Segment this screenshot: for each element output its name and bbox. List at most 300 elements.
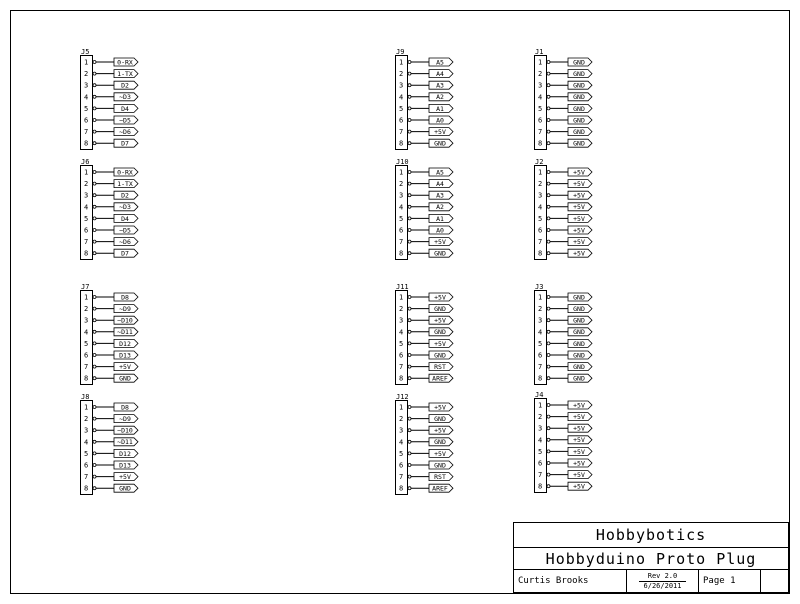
pin-contact bbox=[408, 119, 411, 122]
pin-contact bbox=[93, 342, 96, 345]
pin-contact bbox=[93, 330, 96, 333]
pin-number: 3 bbox=[84, 191, 89, 200]
net-label: A4 bbox=[436, 180, 444, 188]
drawing-title: Hobbyduino Proto Plug bbox=[514, 548, 788, 570]
pin-contact bbox=[408, 84, 411, 87]
pin-number: 4 bbox=[538, 328, 543, 337]
net-label: D12 bbox=[119, 339, 131, 348]
pin-number: 2 bbox=[538, 70, 543, 79]
net-label: GND bbox=[573, 128, 585, 136]
net-label: ~D10 bbox=[117, 426, 133, 435]
pin-contact bbox=[408, 406, 411, 409]
pin-number: 7 bbox=[538, 363, 543, 372]
net-label: GND bbox=[573, 316, 585, 325]
net-label: GND bbox=[573, 328, 585, 337]
net-label: GND bbox=[573, 58, 585, 67]
pin-contact bbox=[547, 485, 550, 488]
pin-contact bbox=[408, 417, 411, 420]
net-label: GND bbox=[573, 305, 585, 313]
net-label: +5V bbox=[573, 168, 585, 177]
pin-contact bbox=[547, 307, 550, 310]
net-label: 0-RX bbox=[117, 58, 133, 67]
pin-contact bbox=[93, 142, 96, 145]
pin-contact bbox=[93, 119, 96, 122]
pin-contact bbox=[408, 107, 411, 110]
pin-number: 1 bbox=[538, 293, 543, 302]
pin-number: 4 bbox=[538, 203, 543, 212]
pin-contact bbox=[547, 296, 550, 299]
pin-contact bbox=[93, 130, 96, 133]
pin-contact bbox=[547, 450, 550, 453]
net-label: D2 bbox=[121, 191, 129, 200]
pin-number: 2 bbox=[399, 70, 404, 79]
pin-contact bbox=[93, 194, 96, 197]
pin-contact bbox=[547, 462, 550, 465]
pin-number: 8 bbox=[399, 139, 404, 148]
pin-contact bbox=[93, 464, 96, 467]
net-label: +5V bbox=[573, 471, 585, 479]
pin-contact bbox=[93, 252, 96, 255]
net-label: ~D11 bbox=[117, 328, 133, 337]
net-label: A0 bbox=[436, 116, 444, 125]
connector-j7 bbox=[81, 283, 139, 385]
title-block bbox=[513, 522, 789, 593]
net-label: +5V bbox=[434, 449, 446, 458]
pin-contact bbox=[408, 194, 411, 197]
pin-number: 7 bbox=[399, 363, 404, 372]
pin-number: 3 bbox=[399, 81, 404, 90]
net-label: A5 bbox=[436, 58, 444, 67]
pin-number: 5 bbox=[399, 339, 404, 348]
pin-number: 2 bbox=[538, 413, 543, 422]
connector-j2 bbox=[535, 158, 593, 260]
pin-number: 1 bbox=[399, 168, 404, 177]
pin-number: 6 bbox=[538, 459, 543, 468]
net-label: GND bbox=[573, 363, 585, 371]
pin-number: 7 bbox=[84, 238, 89, 247]
pin-number: 3 bbox=[399, 426, 404, 435]
pin-contact bbox=[547, 229, 550, 232]
pin-contact bbox=[547, 84, 550, 87]
pin-number: 5 bbox=[399, 104, 404, 113]
net-label: +5V bbox=[573, 249, 585, 258]
pin-number: 3 bbox=[538, 81, 543, 90]
pin-contact bbox=[547, 330, 550, 333]
pin-number: 1 bbox=[538, 168, 543, 177]
pin-number: 4 bbox=[399, 93, 404, 102]
net-label: GND bbox=[573, 104, 585, 113]
pin-number: 1 bbox=[84, 168, 89, 177]
pin-contact bbox=[408, 72, 411, 75]
pin-contact bbox=[408, 330, 411, 333]
pin-number: 1 bbox=[538, 58, 543, 67]
connector-designator: J8 bbox=[81, 393, 90, 401]
pin-number: 3 bbox=[84, 81, 89, 90]
net-label: GND bbox=[434, 461, 446, 470]
net-label: A4 bbox=[436, 70, 444, 78]
pin-number: 2 bbox=[84, 305, 89, 314]
pin-number: 6 bbox=[399, 116, 404, 125]
net-label: D13 bbox=[119, 351, 131, 360]
net-label: +5V bbox=[434, 238, 446, 246]
pin-contact bbox=[93, 440, 96, 443]
net-label: D8 bbox=[121, 403, 129, 412]
connector-j3 bbox=[535, 283, 593, 385]
pin-contact bbox=[408, 130, 411, 133]
net-label: GND bbox=[119, 484, 131, 493]
page-number: Page 1 bbox=[699, 570, 761, 593]
pin-number: 5 bbox=[399, 449, 404, 458]
net-label: GND bbox=[573, 81, 585, 90]
pin-contact bbox=[408, 319, 411, 322]
net-label: D7 bbox=[121, 139, 129, 148]
pin-contact bbox=[408, 377, 411, 380]
pin-number: 1 bbox=[399, 58, 404, 67]
pin-contact bbox=[93, 354, 96, 357]
pin-contact bbox=[408, 487, 411, 490]
pin-number: 8 bbox=[538, 139, 543, 148]
pin-number: 4 bbox=[84, 93, 89, 102]
pin-number: 3 bbox=[538, 424, 543, 433]
net-label: D7 bbox=[121, 249, 129, 258]
revision-date: 6/26/2011 bbox=[643, 582, 682, 590]
pin-number: 8 bbox=[399, 374, 404, 383]
net-label: +5V bbox=[434, 316, 446, 325]
pin-contact bbox=[547, 427, 550, 430]
connector-designator: J5 bbox=[81, 48, 90, 56]
pin-contact bbox=[93, 61, 96, 64]
pin-contact bbox=[93, 487, 96, 490]
pin-number: 5 bbox=[84, 214, 89, 223]
company-name: Hobbybotics bbox=[514, 523, 788, 548]
net-label: ~D10 bbox=[117, 316, 133, 325]
pin-number: 6 bbox=[84, 461, 89, 470]
pin-number: 5 bbox=[84, 449, 89, 458]
net-label: D4 bbox=[121, 104, 129, 113]
pin-number: 8 bbox=[399, 484, 404, 493]
pin-contact bbox=[93, 417, 96, 420]
net-label: D13 bbox=[119, 461, 131, 470]
pin-contact bbox=[547, 171, 550, 174]
pin-contact bbox=[408, 429, 411, 432]
revision-cell bbox=[627, 570, 699, 593]
pin-contact bbox=[408, 354, 411, 357]
pin-contact bbox=[93, 319, 96, 322]
pin-contact bbox=[547, 377, 550, 380]
pin-number: 3 bbox=[399, 191, 404, 200]
pin-contact bbox=[408, 475, 411, 478]
connector-designator: J9 bbox=[396, 48, 405, 56]
net-label: ~D6 bbox=[119, 128, 131, 136]
pin-number: 6 bbox=[399, 351, 404, 360]
pin-number: 1 bbox=[84, 403, 89, 412]
pin-contact bbox=[93, 171, 96, 174]
net-label: GND bbox=[434, 139, 446, 148]
pin-contact bbox=[547, 130, 550, 133]
net-label: GND bbox=[573, 293, 585, 302]
net-label: 1-TX bbox=[117, 70, 133, 78]
net-label: GND bbox=[573, 70, 585, 78]
net-label: A5 bbox=[436, 168, 444, 177]
pin-contact bbox=[547, 95, 550, 98]
pin-contact bbox=[93, 377, 96, 380]
net-label: D4 bbox=[121, 214, 129, 223]
pin-number: 2 bbox=[84, 415, 89, 424]
pin-contact bbox=[93, 84, 96, 87]
pin-number: 2 bbox=[538, 305, 543, 314]
pin-number: 2 bbox=[84, 70, 89, 79]
pin-contact bbox=[408, 95, 411, 98]
net-label: +5V bbox=[573, 238, 585, 246]
pin-contact bbox=[408, 182, 411, 185]
pin-contact bbox=[547, 354, 550, 357]
connector-j12 bbox=[396, 393, 454, 495]
pin-contact bbox=[408, 452, 411, 455]
pin-number: 7 bbox=[399, 128, 404, 137]
pin-contact bbox=[547, 182, 550, 185]
net-label: GND bbox=[434, 438, 446, 447]
net-label: A1 bbox=[436, 214, 444, 223]
pin-number: 5 bbox=[84, 104, 89, 113]
pin-contact bbox=[93, 452, 96, 455]
net-label: AREF bbox=[432, 484, 448, 493]
connector-group bbox=[81, 48, 593, 495]
pin-contact bbox=[93, 205, 96, 208]
pin-contact bbox=[547, 342, 550, 345]
pin-number: 2 bbox=[399, 180, 404, 189]
pin-contact bbox=[547, 473, 550, 476]
pin-number: 2 bbox=[399, 415, 404, 424]
net-label: GND bbox=[573, 339, 585, 348]
connector-designator: J6 bbox=[81, 158, 90, 166]
net-label: +5V bbox=[434, 293, 446, 302]
net-label: +5V bbox=[434, 128, 446, 136]
pin-contact bbox=[408, 142, 411, 145]
pin-number: 3 bbox=[399, 316, 404, 325]
pin-contact bbox=[547, 365, 550, 368]
net-label: ~D3 bbox=[119, 93, 131, 102]
pin-contact bbox=[93, 107, 96, 110]
pin-number: 3 bbox=[84, 426, 89, 435]
pin-number: 7 bbox=[538, 238, 543, 247]
pin-number: 1 bbox=[84, 293, 89, 302]
pin-number: 2 bbox=[84, 180, 89, 189]
net-label: +5V bbox=[573, 214, 585, 223]
pin-contact bbox=[547, 240, 550, 243]
pin-number: 5 bbox=[538, 447, 543, 456]
pin-contact bbox=[93, 217, 96, 220]
net-label: +5V bbox=[119, 473, 131, 481]
net-label: +5V bbox=[573, 191, 585, 200]
pin-number: 7 bbox=[399, 473, 404, 482]
net-label: +5V bbox=[119, 363, 131, 371]
pin-number: 8 bbox=[84, 139, 89, 148]
pin-number: 4 bbox=[399, 203, 404, 212]
pin-contact bbox=[93, 182, 96, 185]
connector-designator: J1 bbox=[535, 48, 544, 56]
pin-contact bbox=[547, 252, 550, 255]
net-label: A0 bbox=[436, 226, 444, 235]
connector-designator: J11 bbox=[396, 283, 409, 291]
pin-contact bbox=[93, 95, 96, 98]
pin-number: 5 bbox=[538, 214, 543, 223]
connector-j4 bbox=[535, 391, 593, 493]
net-label: GND bbox=[573, 374, 585, 383]
pin-number: 2 bbox=[399, 305, 404, 314]
pin-number: 4 bbox=[538, 436, 543, 445]
pin-contact bbox=[547, 205, 550, 208]
pin-number: 7 bbox=[84, 128, 89, 137]
pin-number: 1 bbox=[84, 58, 89, 67]
pin-number: 1 bbox=[399, 403, 404, 412]
pin-number: 8 bbox=[538, 374, 543, 383]
pin-number: 7 bbox=[84, 473, 89, 482]
pin-contact bbox=[547, 107, 550, 110]
pin-contact bbox=[93, 365, 96, 368]
net-label: +5V bbox=[573, 180, 585, 188]
pin-contact bbox=[547, 61, 550, 64]
pin-number: 8 bbox=[538, 482, 543, 491]
pin-number: 4 bbox=[84, 203, 89, 212]
net-label: GND bbox=[434, 249, 446, 258]
net-label: GND bbox=[573, 139, 585, 148]
net-label: +5V bbox=[434, 426, 446, 435]
pin-contact bbox=[408, 342, 411, 345]
pin-number: 3 bbox=[538, 191, 543, 200]
pin-contact bbox=[408, 205, 411, 208]
net-label: GND bbox=[434, 305, 446, 313]
pin-contact bbox=[408, 464, 411, 467]
net-label: +5V bbox=[434, 339, 446, 348]
pin-number: 4 bbox=[399, 328, 404, 337]
net-label: +5V bbox=[573, 226, 585, 235]
pin-number: 6 bbox=[538, 116, 543, 125]
pin-number: 1 bbox=[538, 401, 543, 410]
pin-contact bbox=[93, 406, 96, 409]
net-label: +5V bbox=[434, 403, 446, 412]
pin-contact bbox=[408, 217, 411, 220]
pin-contact bbox=[408, 229, 411, 232]
pin-contact bbox=[93, 429, 96, 432]
net-label: A1 bbox=[436, 104, 444, 113]
pin-contact bbox=[408, 296, 411, 299]
net-label: +5V bbox=[573, 424, 585, 433]
pin-contact bbox=[547, 415, 550, 418]
pin-number: 5 bbox=[399, 214, 404, 223]
pin-number: 7 bbox=[538, 128, 543, 137]
pin-number: 1 bbox=[399, 293, 404, 302]
pin-contact bbox=[408, 240, 411, 243]
connector-designator: J4 bbox=[535, 391, 544, 399]
pin-number: 8 bbox=[84, 249, 89, 258]
pin-number: 8 bbox=[399, 249, 404, 258]
net-label: +5V bbox=[573, 436, 585, 445]
pin-contact bbox=[547, 319, 550, 322]
pin-number: 6 bbox=[399, 461, 404, 470]
net-label: GND bbox=[434, 415, 446, 423]
connector-j1 bbox=[535, 48, 593, 150]
net-label: GND bbox=[573, 116, 585, 125]
net-label: D2 bbox=[121, 81, 129, 90]
net-label: GND bbox=[573, 93, 585, 102]
connector-j8 bbox=[81, 393, 139, 495]
net-label: +5V bbox=[573, 413, 585, 421]
pin-contact bbox=[547, 217, 550, 220]
connector-j5 bbox=[81, 48, 139, 150]
net-label: AREF bbox=[432, 374, 448, 383]
net-label: A2 bbox=[436, 93, 444, 102]
pin-number: 8 bbox=[84, 374, 89, 383]
net-label: +5V bbox=[573, 203, 585, 212]
pin-contact bbox=[93, 229, 96, 232]
pin-contact bbox=[408, 440, 411, 443]
net-label: RST bbox=[434, 473, 446, 481]
pin-number: 8 bbox=[84, 484, 89, 493]
net-label: GND bbox=[119, 374, 131, 383]
pin-number: 5 bbox=[84, 339, 89, 348]
pin-contact bbox=[408, 61, 411, 64]
connector-designator: J2 bbox=[535, 158, 544, 166]
net-label: D8 bbox=[121, 293, 129, 302]
pin-number: 6 bbox=[538, 351, 543, 360]
title-block-footer bbox=[514, 570, 788, 593]
pin-number: 2 bbox=[538, 180, 543, 189]
pin-contact bbox=[547, 194, 550, 197]
connector-designator: J12 bbox=[396, 393, 409, 401]
pin-number: 5 bbox=[538, 339, 543, 348]
connector-j6 bbox=[81, 158, 139, 260]
connector-designator: J3 bbox=[535, 283, 544, 291]
pin-contact bbox=[93, 240, 96, 243]
connector-j10 bbox=[396, 158, 454, 260]
net-label: +5V bbox=[573, 401, 585, 410]
pin-contact bbox=[547, 119, 550, 122]
connector-j11 bbox=[396, 283, 454, 385]
pin-number: 7 bbox=[84, 363, 89, 372]
net-label: ~D5 bbox=[119, 226, 131, 235]
pin-contact bbox=[93, 296, 96, 299]
author-name: Curtis Brooks bbox=[514, 570, 627, 593]
net-label: D12 bbox=[119, 449, 131, 458]
pin-number: 7 bbox=[538, 471, 543, 480]
net-label: GND bbox=[434, 328, 446, 337]
connector-designator: J7 bbox=[81, 283, 90, 291]
net-label: GND bbox=[573, 351, 585, 360]
pin-number: 7 bbox=[399, 238, 404, 247]
pin-number: 4 bbox=[84, 328, 89, 337]
pin-contact bbox=[547, 72, 550, 75]
pin-number: 4 bbox=[84, 438, 89, 447]
pin-number: 3 bbox=[84, 316, 89, 325]
pin-number: 6 bbox=[84, 226, 89, 235]
pin-contact bbox=[547, 438, 550, 441]
net-label: GND bbox=[434, 351, 446, 360]
pin-contact bbox=[408, 307, 411, 310]
pin-number: 3 bbox=[538, 316, 543, 325]
pin-number: 5 bbox=[538, 104, 543, 113]
pin-contact bbox=[93, 307, 96, 310]
revision-label: Rev 2.0 bbox=[647, 572, 678, 580]
connector-j9 bbox=[396, 48, 454, 150]
net-label: ~D11 bbox=[117, 438, 133, 447]
net-label: ~D6 bbox=[119, 238, 131, 246]
net-label: +5V bbox=[573, 482, 585, 491]
pin-number: 6 bbox=[399, 226, 404, 235]
net-label: RST bbox=[434, 363, 446, 371]
pin-number: 8 bbox=[538, 249, 543, 258]
net-label: +5V bbox=[573, 459, 585, 468]
net-label: ~D3 bbox=[119, 203, 131, 212]
